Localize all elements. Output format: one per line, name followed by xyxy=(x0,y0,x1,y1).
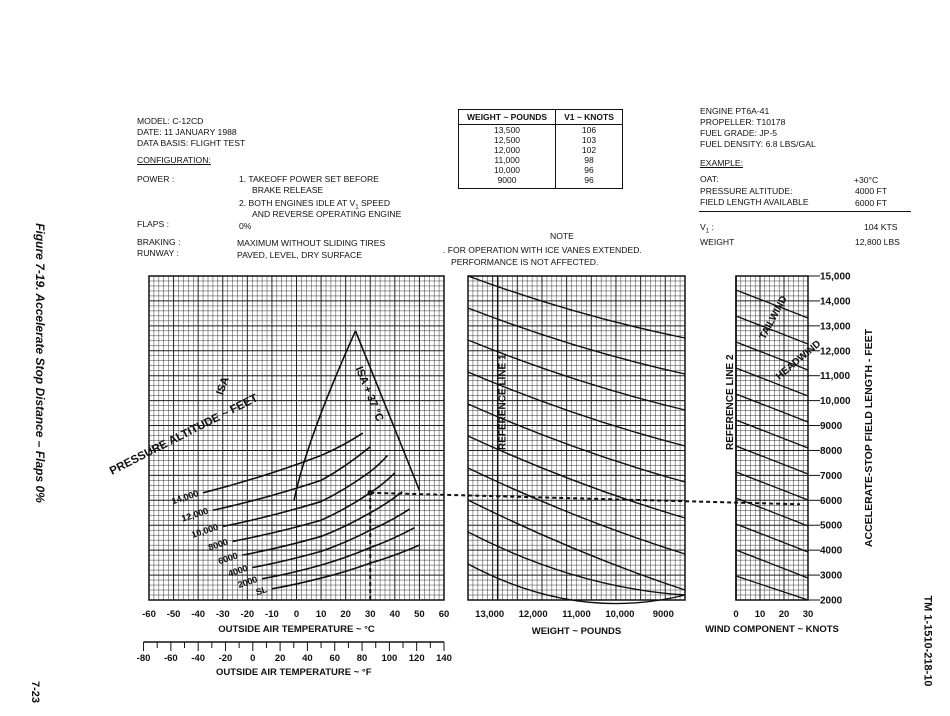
v1-label: $V_1$ : xyxy=(700,222,714,235)
y-tick-label: 5000 xyxy=(820,520,843,532)
oat-label: OAT: xyxy=(700,174,719,184)
runway-value: PAVED, LEVEL, DRY SURFACE xyxy=(237,250,362,260)
v1-column-header: V1 ~ KNOTS xyxy=(556,110,623,125)
wind-guide-line xyxy=(736,420,808,448)
x-tick-label: 20 xyxy=(340,609,351,620)
x-tick-label: 10 xyxy=(315,609,327,620)
weight-cell: 12,000 xyxy=(459,145,556,155)
altitude-curve-label: SL xyxy=(254,584,269,598)
weight-axis-label: WEIGHT ~ POUNDS xyxy=(531,626,622,637)
x-tick-label: -20 xyxy=(240,609,255,620)
isa-plus-37-label: ISA + 37 °C xyxy=(352,364,386,424)
wind-tick-label: 30 xyxy=(802,609,814,620)
fahrenheit-tick-label: -80 xyxy=(136,653,151,664)
altitude-curve-label: 2000 xyxy=(236,574,259,590)
power-item-1: 1. TAKEOFF POWER SET BEFORE xyxy=(239,174,379,184)
data-basis-text: DATA BASIS: FLIGHT TEST xyxy=(137,138,246,148)
braking-value: MAXIMUM WITHOUT SLIDING TIRES xyxy=(237,238,386,248)
pressure-altitude-value: 4000 FT xyxy=(855,186,888,196)
y-tick-label: 10,000 xyxy=(820,396,851,408)
y-tick-label: 12,000 xyxy=(820,346,851,358)
y-tick-label: 2000 xyxy=(820,595,843,607)
fahrenheit-scale xyxy=(137,642,452,678)
fahrenheit-tick-label: 140 xyxy=(436,653,452,664)
altitude-curve-label: 6000 xyxy=(216,550,240,567)
weight-label: WEIGHT xyxy=(700,237,735,247)
weight-tick-label: 11,000 xyxy=(562,609,591,620)
y-tick-label: 6000 xyxy=(820,495,843,507)
x-tick-label: -30 xyxy=(215,609,230,620)
v1-cell: 102 xyxy=(556,145,623,155)
x-tick-label: 0 xyxy=(293,609,300,620)
chart-grids xyxy=(149,276,808,600)
engine-text: ENGINE PT6A-41 xyxy=(700,106,770,116)
weight-value: 12,800 LBS xyxy=(855,237,900,247)
fahrenheit-tick-label: -20 xyxy=(218,653,233,664)
fuel-density-text: FUEL DENSITY: 6.8 LBS/GAL xyxy=(700,139,816,149)
wind-guide-line xyxy=(736,472,808,500)
propeller-text: PROPELLER: T10178 xyxy=(700,117,786,127)
y-tick-label: 8000 xyxy=(820,445,843,457)
temperature-panel-grid xyxy=(149,276,444,600)
x-tick-label: 50 xyxy=(414,609,425,620)
weight-tick-label: 12,000 xyxy=(518,609,548,620)
wind-tick-label: 0 xyxy=(733,609,739,620)
field-length-label: FIELD LENGTH AVAILABLE xyxy=(700,197,809,207)
example-point xyxy=(367,490,373,496)
x-tick-label: -40 xyxy=(191,609,206,620)
runway-label: RUNWAY : xyxy=(137,248,179,258)
wind-guide-line xyxy=(736,550,808,578)
reference-line-1-label: REFERENCE LINE 1 xyxy=(497,354,509,450)
altitude-curve-label: 12,000 xyxy=(180,505,210,524)
altitude-curve-label: 10,000 xyxy=(190,521,220,540)
oat-value: +30°C xyxy=(854,175,879,185)
fahrenheit-tick-label: 20 xyxy=(274,653,286,664)
power-item-2b: AND REVERSE OPERATING ENGINE xyxy=(252,209,402,219)
flaps-label: FLAPS : xyxy=(137,219,169,229)
fahrenheit-tick-label: 80 xyxy=(356,653,368,664)
fahrenheit-tick-label: 100 xyxy=(381,653,398,664)
isa-label: ISA xyxy=(214,375,232,397)
x-axis-label: OUTSIDE AIR TEMPERATURE ~ °C xyxy=(218,624,375,635)
pressure-altitude-label: PRESSURE ALTITUDE: xyxy=(700,186,793,196)
weight-cell: 10,000 xyxy=(459,165,556,175)
v1-cell: 106 xyxy=(556,125,623,136)
fuel-grade-text: FUEL GRADE: JP-5 xyxy=(700,128,778,138)
fahrenheit-tick-label: 40 xyxy=(302,653,313,664)
x-tick-label: 30 xyxy=(364,609,376,620)
note-line-2: PERFORMANCE IS NOT AFFECTED. xyxy=(451,257,599,267)
wind-guide-line xyxy=(736,368,808,396)
fahrenheit-tick-label: -40 xyxy=(191,653,206,664)
weight-cell: 9000 xyxy=(459,175,556,189)
fahrenheit-axis-label: OUTSIDE AIR TEMPERATURE ~ °F xyxy=(215,667,372,678)
weight-tick-label: 9000 xyxy=(652,609,674,620)
altitude-curve xyxy=(203,433,363,493)
x-tick-label: 60 xyxy=(438,609,450,620)
x-tick-label: 40 xyxy=(389,609,401,620)
fahrenheit-tick-label: 60 xyxy=(329,653,341,664)
altitude-curve-label: 14,000 xyxy=(170,488,200,507)
reference-line-2-label: REFERENCE LINE 2 xyxy=(725,354,736,450)
tailwind-label: TAILWIND xyxy=(757,294,790,342)
weight-column-header: WEIGHT ~ POUNDS xyxy=(459,110,556,125)
weight-tick-label: 13,000 xyxy=(475,609,505,620)
fahrenheit-tick-label: 0 xyxy=(250,653,256,664)
wind-axis-label: WIND COMPONENT ~ KNOTS xyxy=(705,624,839,635)
field-length-value: 6000 FT xyxy=(855,198,888,208)
power-item-2: 2. BOTH ENGINES IDLE AT $V_1$ SPEED xyxy=(239,198,391,211)
y-tick-label: 15,000 xyxy=(820,271,851,283)
y-tick-label: 9000 xyxy=(820,421,843,433)
y-tick-label: 7000 xyxy=(820,470,843,482)
note-title: NOTE xyxy=(550,231,574,241)
v1-cell: 96 xyxy=(556,165,623,175)
y-tick-label: 11,000 xyxy=(820,371,851,383)
x-tick-label: -10 xyxy=(265,609,279,620)
fahrenheit-tick-label: 120 xyxy=(408,653,425,664)
braking-label: BRAKING : xyxy=(137,237,181,247)
wind-guide-line xyxy=(736,576,808,600)
v1-value: 104 KTS xyxy=(864,222,898,232)
wind-tick-label: 20 xyxy=(778,609,790,620)
x-tick-label: -50 xyxy=(166,609,181,620)
fahrenheit-tick-label: -60 xyxy=(163,653,178,664)
weight-cell: 11,000 xyxy=(459,155,556,165)
wind-guide-line xyxy=(736,524,808,552)
altitude-curve-label: 8000 xyxy=(207,536,230,553)
power-label: POWER : xyxy=(137,174,175,184)
v1-cell: 103 xyxy=(556,135,623,145)
y-axis-label: ACCELERATE-STOP FIELD LENGTH - FEET xyxy=(863,328,875,548)
pressure-altitude-label: PRESSURE ALTITUDE ~ FEET xyxy=(107,392,260,478)
note-line-1: . FOR OPERATION WITH ICE VANES EXTENDED. xyxy=(443,245,642,255)
y-tick-label: 3000 xyxy=(820,570,843,582)
v1-cell: 96 xyxy=(556,175,623,189)
wind-tick-label: 10 xyxy=(754,609,766,620)
flaps-value: 0% xyxy=(239,221,252,231)
figure-title: Figure 7-19. Accelerate Stop Distance – Flaps 0% xyxy=(32,223,47,503)
headwind-label: HEADWIND xyxy=(774,338,824,383)
model-text: MODEL: C-12CD xyxy=(137,116,204,126)
page-number: 7-23 xyxy=(29,680,42,704)
configuration-heading: CONFIGURATION: xyxy=(137,155,211,165)
weight-cell: 12,500 xyxy=(459,135,556,145)
power-item-1b: BRAKE RELEASE xyxy=(252,185,324,195)
doc-number: TM 1-1510-218-10 xyxy=(921,595,934,687)
v1-cell: 98 xyxy=(556,155,623,165)
x-tick-label: -60 xyxy=(142,609,156,620)
date-text: DATE: 11 JANUARY 1988 xyxy=(137,127,237,137)
y-tick-label: 14,000 xyxy=(820,296,851,308)
wind-guide-line xyxy=(736,498,808,526)
y-tick-label: 13,000 xyxy=(820,321,851,333)
weight-cell: 13,500 xyxy=(459,125,556,136)
y-tick-label: 4000 xyxy=(820,545,843,557)
wind-guide-line xyxy=(736,394,808,422)
altitude-curve-label: 4000 xyxy=(226,562,249,579)
example-heading: EXAMPLE: xyxy=(700,158,743,168)
weight-tick-label: 10,000 xyxy=(605,609,635,620)
